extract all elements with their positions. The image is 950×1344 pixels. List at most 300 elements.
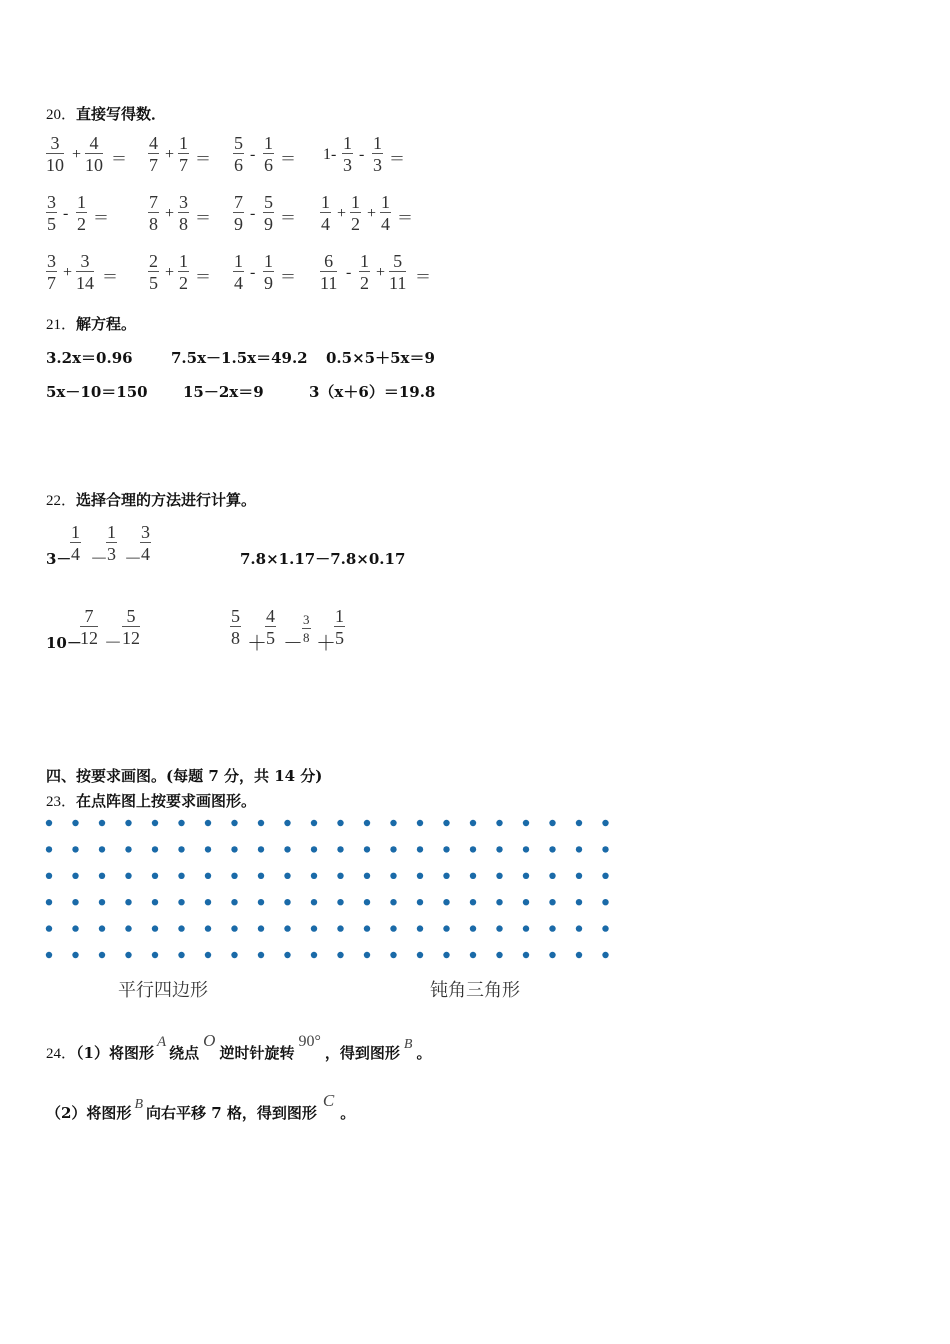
equation: 3.2x＝0.96 (46, 349, 133, 367)
grid-dot (178, 925, 184, 931)
operator: + (72, 146, 82, 163)
grid-dot (417, 846, 423, 852)
denominator: 5 (335, 628, 344, 648)
fraction (46, 133, 64, 176)
numerator: 6 (320, 251, 337, 272)
grid-dot (496, 952, 502, 958)
numerator: 1 (71, 522, 80, 542)
operator: + (63, 264, 73, 281)
grid-dot (390, 873, 396, 879)
grid-dot (443, 846, 449, 852)
grid-dot (284, 873, 290, 879)
grid-dot (258, 899, 264, 905)
grid-dot (99, 820, 105, 826)
grid-dot (523, 952, 529, 958)
numerator: 1 (373, 133, 382, 153)
denominator: 8 (231, 628, 240, 648)
denominator: 5 (266, 628, 275, 648)
fraction (140, 522, 151, 565)
numerator: 4 (85, 133, 103, 154)
grid-dot (125, 873, 131, 879)
grid-dot (417, 899, 423, 905)
equation: 3（x＋6）＝19.8 (309, 383, 436, 401)
grid-dot (178, 952, 184, 958)
grid-dot (72, 820, 78, 826)
denominator: 4 (71, 544, 80, 564)
grid-dot (549, 925, 555, 931)
fraction (334, 606, 345, 649)
label-obtuse-triangle: 钝角三角形 (430, 980, 520, 1001)
text: 绕点 (169, 1044, 200, 1062)
grid-dot (258, 952, 264, 958)
denominator: 9 (264, 214, 273, 234)
text: 逆时针旋转 (219, 1044, 295, 1062)
grid-dot (576, 846, 582, 852)
grid-dot (125, 952, 131, 958)
fraction (263, 251, 274, 294)
grid-dot (311, 820, 317, 826)
numerator: 5 (264, 192, 273, 212)
grid-dot (417, 952, 423, 958)
q24-number: 24． (46, 1046, 77, 1062)
operator: - (250, 205, 256, 222)
operator: + (165, 264, 175, 281)
grid-dot (470, 952, 476, 958)
grid-dot (258, 925, 264, 931)
grid-dot (46, 820, 52, 826)
denominator: 4 (234, 273, 243, 293)
fraction (76, 192, 87, 235)
numerator: 7 (80, 606, 98, 627)
grid-dot (364, 899, 370, 905)
grid-dot (576, 952, 582, 958)
grid-dot (576, 925, 582, 931)
fraction (178, 251, 189, 294)
numerator: 1 (351, 192, 360, 212)
fraction (230, 606, 241, 649)
grid-dot (178, 873, 184, 879)
fraction (359, 251, 370, 294)
fraction (148, 192, 159, 235)
grid-dot (99, 899, 105, 905)
grid-dot (602, 925, 608, 931)
operator: + (165, 205, 175, 222)
dot-grid (40, 815, 620, 965)
grid-dot (231, 952, 237, 958)
grid-dot (99, 846, 105, 852)
denominator: 10 (46, 155, 64, 175)
grid-dot (311, 873, 317, 879)
grid-dot (602, 899, 608, 905)
operator: + (376, 264, 386, 281)
numerator: 4 (266, 606, 275, 626)
shape-b-label: B (403, 1037, 413, 1052)
denominator: 14 (76, 273, 94, 293)
grid-dot (576, 820, 582, 826)
text: （1）将图形 (76, 1044, 154, 1062)
denominator: 11 (389, 273, 407, 293)
numerator: 3 (141, 522, 150, 542)
grid-dot (523, 873, 529, 879)
label-parallelogram: 平行四边形 (118, 980, 208, 1001)
fraction (350, 192, 361, 235)
grid-dot (602, 846, 608, 852)
denominator: 3 (107, 544, 116, 564)
numerator: 1 (381, 192, 390, 212)
fraction (178, 133, 189, 176)
grid-dot (496, 820, 502, 826)
numerator: 7 (149, 192, 158, 212)
q23-title: 在点阵图上按要求画图形。 (76, 792, 257, 810)
grid-dot (417, 925, 423, 931)
grid-dot (496, 873, 502, 879)
grid-dot (205, 820, 211, 826)
grid-dot (390, 925, 396, 931)
grid-dot (364, 820, 370, 826)
grid-dot (364, 873, 370, 879)
fraction (80, 606, 98, 649)
operator: ＝ (280, 269, 297, 286)
numerator: 1 (360, 251, 369, 271)
grid-dot (258, 846, 264, 852)
fraction (85, 133, 103, 176)
q22-heading (46, 489, 256, 510)
fraction (148, 251, 159, 294)
grid-dot (470, 899, 476, 905)
text: 。 (416, 1044, 432, 1062)
fraction (342, 133, 353, 176)
fraction (233, 133, 244, 176)
numerator: 3 (47, 251, 56, 271)
grid-dot (46, 925, 52, 931)
fraction (233, 251, 244, 294)
operator: ＝ (93, 210, 110, 227)
text: 。 (340, 1104, 356, 1122)
fraction (320, 251, 337, 294)
grid-dot (311, 899, 317, 905)
operator: ＝ (415, 269, 432, 286)
denominator: 6 (234, 155, 243, 175)
grid-dot (205, 846, 211, 852)
expression-lead: 3－ (46, 550, 72, 568)
denominator: 4 (321, 214, 330, 234)
operator: － (90, 549, 108, 569)
numerator: 3 (46, 133, 64, 154)
grid-dot (549, 899, 555, 905)
denominator: 3 (343, 155, 352, 175)
numerator: 1 (77, 192, 86, 212)
operator: ＋ (247, 633, 267, 655)
denominator: 7 (179, 155, 188, 175)
q22-number: 22． (46, 493, 77, 509)
fraction (302, 612, 311, 647)
grid-dot (72, 873, 78, 879)
fraction (380, 192, 391, 235)
grid-dot (152, 899, 158, 905)
grid-dot (443, 899, 449, 905)
operator: ＝ (195, 269, 212, 286)
grid-dot (417, 873, 423, 879)
grid-dot (390, 952, 396, 958)
grid-dot (46, 899, 52, 905)
fraction (76, 251, 94, 294)
numerator: 5 (389, 251, 406, 272)
operator: ＝ (111, 151, 128, 168)
grid-dot (152, 925, 158, 931)
grid-dot (390, 846, 396, 852)
denominator: 3 (373, 155, 382, 175)
numerator: 3 (76, 251, 94, 272)
grid-dot (72, 846, 78, 852)
numerator: 1 (343, 133, 352, 153)
numerator: 4 (149, 133, 158, 153)
denominator: 5 (149, 273, 158, 293)
grid-dot (284, 925, 290, 931)
grid-dot (178, 846, 184, 852)
grid-dot (337, 846, 343, 852)
q24-part1 (46, 1031, 432, 1063)
grid-dot (125, 925, 131, 931)
grid-dot (337, 820, 343, 826)
grid-dot (99, 952, 105, 958)
fraction (265, 606, 276, 649)
operator: - (250, 264, 256, 281)
grid-dot (390, 820, 396, 826)
grid-dot (602, 873, 608, 879)
operator: + (337, 205, 347, 222)
grid-dot (576, 873, 582, 879)
grid-dot (231, 820, 237, 826)
grid-dot (443, 952, 449, 958)
fraction (148, 133, 159, 176)
point-o-label: O (203, 1031, 216, 1050)
q21-heading (46, 313, 136, 334)
angle-label: 90° (298, 1033, 321, 1050)
grid-dot (231, 925, 237, 931)
grid-dot (205, 899, 211, 905)
q21-title: 解方程。 (76, 315, 137, 333)
grid-dot (337, 952, 343, 958)
numerator: 1 (264, 251, 273, 271)
fraction (106, 522, 117, 565)
equation: 7.5x－1.5x＝49.2 (171, 349, 308, 367)
grid-dot (523, 820, 529, 826)
grid-dot (152, 846, 158, 852)
text: ，得到图形 (324, 1044, 400, 1062)
grid-dot (72, 925, 78, 931)
denominator: 7 (47, 273, 56, 293)
shape-c-label: C (322, 1091, 335, 1110)
grid-dot (284, 899, 290, 905)
grid-dot (178, 899, 184, 905)
operator: ＝ (280, 210, 297, 227)
numerator: 1 (179, 133, 188, 153)
grid-dot (364, 925, 370, 931)
grid-dot (125, 846, 131, 852)
operator: － (104, 633, 122, 653)
grid-dot (470, 820, 476, 826)
grid-dot (311, 846, 317, 852)
numerator: 2 (149, 251, 158, 271)
grid-dot (125, 899, 131, 905)
grid-dot (602, 952, 608, 958)
q23-heading (46, 790, 256, 811)
operator: - (346, 264, 352, 281)
grid-dot (496, 899, 502, 905)
grid-dot (152, 952, 158, 958)
q21-number: 21． (46, 317, 77, 333)
denominator: 9 (234, 214, 243, 234)
grid-dot (337, 873, 343, 879)
grid-dot (337, 899, 343, 905)
grid-dot (364, 952, 370, 958)
fraction (46, 192, 57, 235)
text: （2）将图形 (46, 1104, 132, 1122)
q20-number: 20． (46, 107, 77, 123)
numerator: 3 (47, 192, 56, 212)
numerator: 5 (234, 133, 243, 153)
q24-part2 (46, 1091, 356, 1123)
fraction (233, 192, 244, 235)
equation: 5x－10＝150 (46, 383, 148, 401)
denominator: 12 (122, 628, 140, 648)
grid-dot (284, 820, 290, 826)
grid-dot (258, 820, 264, 826)
denominator: 10 (85, 155, 103, 175)
grid-dot (523, 846, 529, 852)
numerator: 1 (234, 251, 243, 271)
operator: ＝ (102, 269, 119, 286)
grid-dot (46, 873, 52, 879)
operator: - (250, 146, 256, 163)
operator: + (367, 205, 377, 222)
grid-dot (231, 899, 237, 905)
grid-dot (443, 873, 449, 879)
operator: - (63, 205, 69, 222)
grid-dot (205, 873, 211, 879)
fraction (320, 192, 331, 235)
fraction (263, 192, 274, 235)
grid-dot (523, 899, 529, 905)
grid-dot (72, 952, 78, 958)
grid-dot (602, 820, 608, 826)
grid-dot (549, 820, 555, 826)
grid-dot (470, 846, 476, 852)
grid-dot (311, 952, 317, 958)
denominator: 2 (77, 214, 86, 234)
operator: ＋ (316, 633, 336, 655)
denominator: 2 (179, 273, 188, 293)
numerator: 5 (231, 606, 240, 626)
grid-dot (470, 925, 476, 931)
grid-dot (46, 846, 52, 852)
operator: - (359, 146, 365, 163)
operator: 1- (323, 146, 337, 163)
grid-dot (99, 925, 105, 931)
numerator: 1 (179, 251, 188, 271)
operator: ＝ (389, 151, 406, 168)
section-heading: 四、按要求画图。(每题 7 分，共 14 分) (46, 767, 323, 785)
grid-dot (258, 873, 264, 879)
equation: 0.5×5＋5x＝9 (326, 349, 435, 367)
fraction (263, 133, 274, 176)
denominator: 7 (149, 155, 158, 175)
grid-dot (99, 873, 105, 879)
numerator: 3 (179, 192, 188, 212)
grid-dot (72, 899, 78, 905)
fraction (70, 522, 81, 565)
operator: ＝ (397, 210, 414, 227)
grid-dot (443, 820, 449, 826)
expression-lead: 10－ (46, 634, 82, 652)
fraction (46, 251, 57, 294)
grid-dot (470, 873, 476, 879)
numerator: 1 (335, 606, 344, 626)
fraction (372, 133, 383, 176)
grid-dot (364, 846, 370, 852)
grid-dot (523, 925, 529, 931)
grid-dot (284, 846, 290, 852)
q20-heading (46, 103, 166, 124)
fraction (389, 251, 406, 294)
grid-dot (205, 925, 211, 931)
numerator: 5 (122, 606, 140, 627)
denominator: 4 (141, 544, 150, 564)
shape-b-label: B (134, 1097, 144, 1112)
denominator: 5 (47, 214, 56, 234)
q22-expression-2: 7.8×1.17－7.8×0.17 (240, 550, 406, 568)
grid-dot (443, 925, 449, 931)
grid-dot (496, 846, 502, 852)
shape-a-label: A (156, 1034, 167, 1050)
grid-dot (417, 820, 423, 826)
denominator: 8 (303, 630, 310, 645)
grid-dot (496, 925, 502, 931)
denominator: 9 (264, 273, 273, 293)
fraction (122, 606, 140, 649)
denominator: 8 (149, 214, 158, 234)
q22-title: 选择合理的方法进行计算。 (76, 491, 257, 509)
q23-number: 23． (46, 794, 77, 810)
grid-dot (152, 873, 158, 879)
denominator: 11 (320, 273, 338, 293)
numerator: 1 (107, 522, 116, 542)
numerator: 1 (264, 133, 273, 153)
grid-dot (46, 952, 52, 958)
grid-dot (205, 952, 211, 958)
operator: ＝ (195, 210, 212, 227)
denominator: 8 (179, 214, 188, 234)
operator: ＝ (195, 151, 212, 168)
grid-dot (549, 873, 555, 879)
grid-dot (152, 820, 158, 826)
grid-dot (390, 899, 396, 905)
grid-dot (549, 952, 555, 958)
denominator: 2 (351, 214, 360, 234)
grid-dot (337, 925, 343, 931)
grid-dot (576, 899, 582, 905)
grid-dot (549, 846, 555, 852)
operator: － (283, 633, 303, 655)
grid-dot (231, 873, 237, 879)
fraction (178, 192, 189, 235)
numerator: 1 (321, 192, 330, 212)
grid-dot (125, 820, 131, 826)
denominator: 2 (360, 273, 369, 293)
denominator: 12 (80, 628, 98, 648)
grid-dot (231, 846, 237, 852)
numerator: 3 (303, 612, 310, 627)
